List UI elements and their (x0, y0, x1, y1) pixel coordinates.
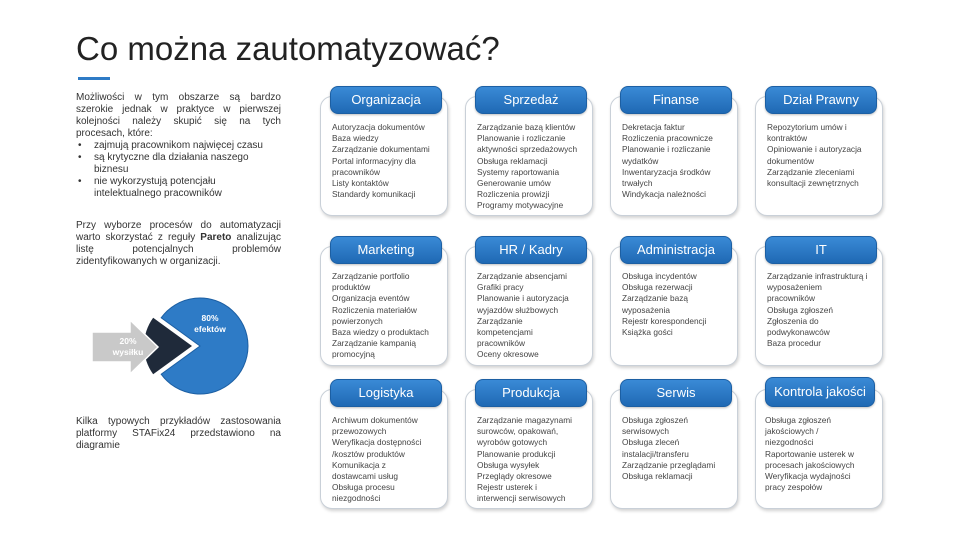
card-item: Opiniowanie i autoryzacja (767, 144, 862, 155)
card-item: Planowanie i rozliczanie (477, 133, 566, 144)
card-item: niezgodności (765, 437, 814, 448)
card-finanse (610, 96, 738, 216)
card-title-kontrola-jakosci: Kontrola jakości (765, 377, 875, 407)
card-item: pracowników (767, 293, 815, 304)
card-item: Weryfikacja wydajności (765, 471, 851, 482)
card-item: wyposażeniem (767, 282, 822, 293)
card-item: niezgodności (332, 493, 381, 504)
card-items (332, 415, 421, 505)
card-title-organizacja: Organizacja (330, 86, 442, 114)
card-item: Rejestr korespondencji (622, 315, 707, 326)
card-item: Organizacja eventów (332, 293, 410, 304)
intro-bullet: • są krytyczne dla działania naszego biznesu (76, 152, 281, 176)
card-item: interwencji serwisowych (477, 493, 566, 504)
card-serwis (610, 389, 738, 509)
card-item: Inwentaryzacja środków (622, 166, 711, 177)
card-item: Zarządzanie bazą (622, 293, 688, 304)
card-items (622, 122, 713, 200)
card-dzial-prawny (755, 96, 883, 216)
card-item: Książka gości (622, 327, 673, 338)
card-item: Zarządzanie portfolio (332, 271, 410, 281)
card-item: Zarządzanie absencjami (477, 271, 567, 281)
card-item: instalacji/transferu (622, 448, 689, 459)
card-title-hr-kadry: HR / Kadry (475, 236, 587, 264)
card-item: Zarządzanie bazą klientów (477, 122, 576, 132)
card-item: Standardy komunikacji (332, 189, 416, 200)
card-title-dzial-prawny: Dział Prawny (765, 86, 877, 114)
card-title-logistyka: Logistyka (330, 379, 442, 407)
title-underline (78, 77, 110, 80)
card-item: Zarządzanie dokumentami (332, 144, 430, 155)
card-sprzedaz (465, 96, 593, 216)
pareto-pie (88, 296, 258, 396)
card-item: powierzonych (332, 315, 383, 326)
card-item: jakościowych / (765, 426, 819, 437)
card-item: Obsługa incydentów (622, 271, 697, 281)
card-items (767, 271, 868, 349)
card-kontrola-jakosci (755, 389, 883, 509)
card-title-produkcja: Produkcja (475, 379, 587, 407)
pie-big-word: efektów (194, 324, 226, 334)
card-it (755, 246, 883, 366)
card-title-marketing: Marketing (330, 236, 442, 264)
card-items (765, 415, 854, 493)
card-item: Obsługa zgłoszeń (767, 304, 833, 315)
pie-big-pct: 80% (201, 313, 219, 323)
card-item: Systemy raportowania (477, 166, 560, 177)
card-item: Obsługa zgłoszeń (765, 415, 831, 425)
card-item: kompetencjami (477, 327, 533, 338)
card-item: Zgłoszenia do (767, 315, 819, 326)
card-item: Baza procedur (767, 338, 821, 349)
card-item: Generowanie umów (477, 178, 551, 189)
card-item: Grafiki pracy (477, 282, 524, 293)
card-item: Programy motywacyjne (477, 200, 564, 211)
card-administracja (610, 246, 738, 366)
card-item: Weryfikacja dostępności (332, 437, 422, 448)
card-organizacja (320, 96, 448, 216)
card-item: Zarządzanie magazynami (477, 415, 572, 425)
card-item: przewozowych (332, 426, 387, 437)
card-items (477, 271, 569, 361)
card-item: produktów (332, 282, 371, 293)
card-items (622, 415, 715, 482)
card-items (477, 122, 577, 212)
card-produkcja (465, 389, 593, 509)
card-item: Dekretacja faktur (622, 122, 685, 132)
card-item: pracy zespołów (765, 482, 823, 493)
card-items (332, 122, 430, 200)
card-item: Rozliczenia materiałów (332, 304, 417, 315)
card-title-it: IT (765, 236, 877, 264)
card-item: pracowników (477, 338, 525, 349)
card-item: wydatków (622, 155, 659, 166)
card-item: kontraktów (767, 133, 808, 144)
card-item: Baza wiedzy o produktach (332, 327, 429, 338)
card-title-administracja: Administracja (620, 236, 732, 264)
card-marketing (320, 246, 448, 366)
card-logistyka (320, 389, 448, 509)
card-item: dokumentów (767, 155, 815, 166)
card-item: wyjazdów służbowych (477, 304, 559, 315)
intro-lead: Możliwości w tym obszarze są bardzo szerokie jednak w praktyce w pierwszej kolejności należy skupić się na tych procesach, które: (76, 92, 281, 139)
card-item: konsultacji zewnętrznych (767, 178, 859, 189)
card-item: Obsługa reklamacji (477, 155, 548, 166)
card-item: Zarządzanie (477, 315, 523, 326)
card-item: Planowanie i rozliczanie (622, 144, 711, 155)
card-item: Repozytorium umów i (767, 122, 847, 132)
card-item: Windykacja należności (622, 189, 706, 200)
card-item: Baza wiedzy (332, 133, 379, 144)
card-item: Rozliczenia prowizji (477, 189, 550, 200)
card-item: Zarządzanie przeglądami (622, 459, 716, 470)
card-item: Obsługa reklamacji (622, 471, 693, 482)
card-item: Obsługa wysyłek (477, 459, 540, 470)
card-item: wyrobów gotowych (477, 437, 548, 448)
card-title-sprzedaz: Sprzedaż (475, 86, 587, 114)
card-item: aktywności sprzedażowych (477, 144, 578, 155)
card-item: dostawcami usług (332, 471, 398, 482)
pareto-text-before: Przy wyborze procesów do automatyzacji warto skorzystać z reguły (76, 220, 281, 243)
card-item: Raportowanie usterek w (765, 448, 855, 459)
card-item: Przeglądy okresowe (477, 471, 552, 482)
card-item: Rejestr usterek i (477, 482, 537, 493)
card-item: Portal informacyjny dla (332, 155, 416, 166)
card-item: Autoryzacja dokumentów (332, 122, 425, 132)
card-item: pracowników (332, 166, 380, 177)
card-item: Obsługa zgłoszeń (622, 415, 688, 425)
card-items (477, 415, 572, 505)
card-item: Zarządzanie zleceniami (767, 166, 855, 177)
card-item: Obsługa zleceń (622, 437, 680, 448)
pie-small-pct: 20% (119, 336, 137, 346)
card-item: procesach jakościowych (765, 459, 855, 470)
pareto-diagram (88, 296, 258, 396)
card-item: Oceny okresowe (477, 349, 539, 360)
card-item: Zarządzanie infrastrukturą i (767, 271, 868, 281)
card-item: Zarządzanie kampanią (332, 338, 416, 349)
card-item: Komunikacja z (332, 459, 386, 470)
card-items (622, 271, 706, 338)
card-item: Listy kontaktów (332, 178, 389, 189)
intro-bullet: • nie wykorzystują potencjału intelektualnego pracowników (76, 176, 281, 200)
pareto-bold: Pareto (200, 232, 232, 243)
card-item: Rozliczenia pracownicze (622, 133, 713, 144)
pareto-paragraph (76, 220, 281, 268)
intro-text (76, 92, 281, 200)
card-item: surowców, opakowań, (477, 426, 559, 437)
pareto-text-after: analizując listę potencjalnych problemów zidentyfikowanych w organizacji. (76, 232, 281, 267)
card-title-serwis: Serwis (620, 379, 732, 407)
closing-paragraph: Kilka typowych przykładów zastosowania platformy STAFix24 przedstawiono na diagramie (76, 416, 281, 451)
card-item: Planowanie produkcji (477, 448, 556, 459)
card-item: trwałych (622, 178, 653, 189)
card-item: Obsługa procesu (332, 482, 395, 493)
card-title-finanse: Finanse (620, 86, 732, 114)
card-item: /kosztów produktów (332, 448, 405, 459)
pie-small-word: wysiłku (112, 347, 144, 357)
page-title: Co można zautomatyzować? (76, 30, 500, 67)
intro-bullet: • zajmują pracownikom najwięcej czasu (76, 140, 281, 152)
card-item: promocyjną (332, 349, 375, 360)
card-items (332, 271, 429, 361)
card-hr-kadry (465, 246, 593, 366)
card-item: serwisowych (622, 426, 670, 437)
card-item: Obsługa rezerwacji (622, 282, 693, 293)
card-item: Archiwum dokumentów (332, 415, 418, 425)
card-item: Planowanie i autoryzacja (477, 293, 569, 304)
card-item: wyposażenia (622, 304, 670, 315)
card-items (767, 122, 862, 189)
card-item: podwykonawców (767, 327, 830, 338)
intro-bullets (76, 140, 281, 200)
